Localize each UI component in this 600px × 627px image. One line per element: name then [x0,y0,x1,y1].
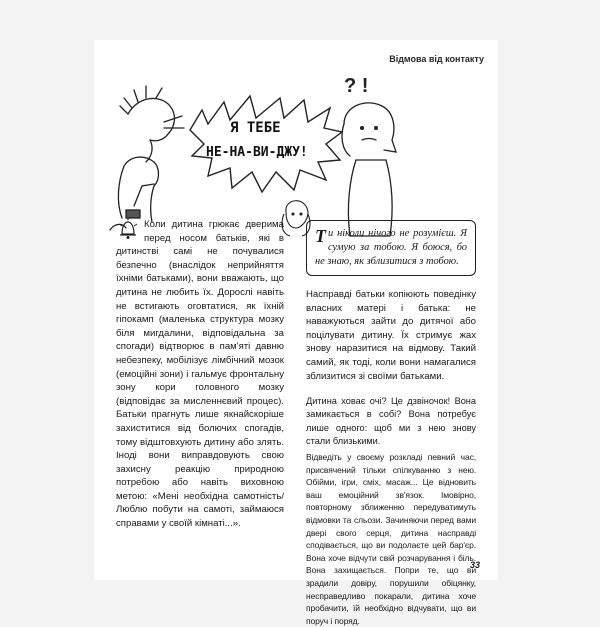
right-column [306,220,476,627]
paragraph-2: Дитина ховає очі? Це дзвіночок! Вона замикається в собі? Вона потребує лише одного: щоб ми з нею знову стали близькими. [306,396,476,446]
speech-line1: Я ТЕБЕ [230,120,281,136]
quote-first-letter: Т [315,226,326,246]
left-column [116,218,284,531]
angry-girl-drawing [110,86,184,230]
section-title: Відмова від контакту [389,54,484,64]
bell-icon [116,218,140,242]
speech-burst [190,96,342,192]
page-number: 33 [469,560,480,570]
paragraph-3: Відведіть у своєму розкладі певний час, присвячений тільки спілкуванню з нею. Обійми, ігри, сміх, масаж... Це відновить ваш емоційний зв'язок. Імовірно, повторному зближенню передуватимуть відмовки та сльози. Зачиняючи перед вами двері свого серця, дитина насправді сподівається, що ви подолаєте цей бар'єр. Вона хоче відчути свій розчарування і біль. Вона захищається. Попри те, що ви зрадили довіру, порушили обіцянку, несправедливо покарали, дитина хоче пробачити, їй необхідно відчувати, що ви поруч і поряд. [306,451,476,626]
mother-drawing [342,103,396,236]
paragraph-1: Насправді батьки копіюють поведінку власних матері і батька: не наважуються зайти до дитячої або поцілувати дитину. Їх стримує жах знову наразитися на відмову. Такий самий, як тоді, коли вони намагалися зблизитися зі своїми батьками. [306,289,476,382]
speech-line2: НЕ-НА-ВИ-ДЖУ! [206,145,308,160]
left-column-text: Коли дитина грюкає дверима перед носом батьків, які в дитинстві самі не почувалися безпечно (внаслідок неприйняття їхніми батьками), вони вважають, що дитина не любить їх. Дорослі навіть не встигають оговтатися, як їхній гіпокамп (маленька структура мозку біля мигдалини, відповідальна за спогади) відтворює в пам'яті давню небезпеку, мобілізує лімбічний мозок (емоційні зони) і гальмує фронтальну зону кори головного мозку (відповідає за мисленнєвий процес). Батьки прагнуть лише якнайскоріше захиститися від болючих спогадів, тому відштовхують дитину або злять. Іноді вони виправдовують свою захисну реакцію природною потребою або навіть виховною метою: «Мені необхідна самотність/Люблю побути на самоті, займаюся справами у своїй кімнаті...». [116,219,284,530]
quote-text: и ніколи нічого не розумієш. Я сумую за тобою. Я боюся, бо не знаю, як зблизитися з тобою. [315,228,467,267]
question-marks: ? ! [344,75,369,97]
book-page [94,40,498,626]
quote-box [306,220,476,276]
